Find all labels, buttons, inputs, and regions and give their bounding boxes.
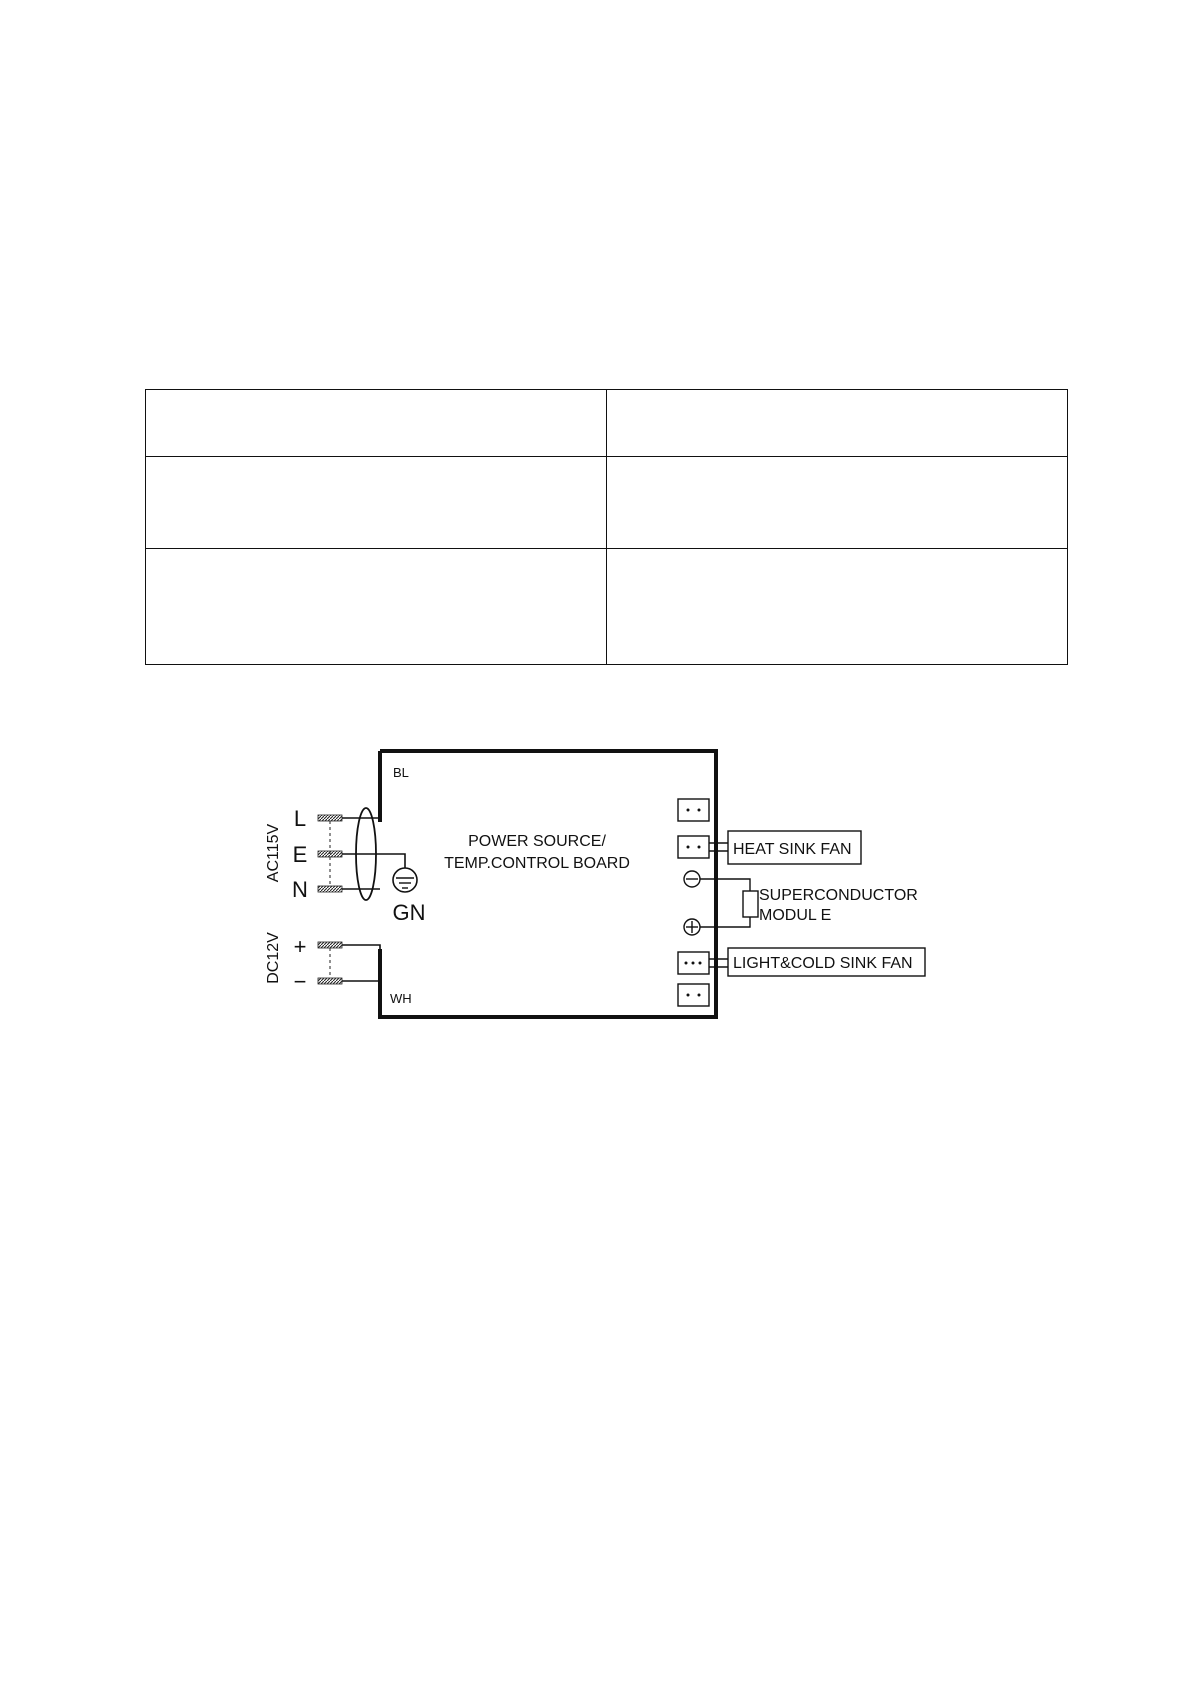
terminal-minus-label: − xyxy=(293,969,307,994)
connector-plus xyxy=(318,942,342,948)
ground-icon xyxy=(393,868,417,892)
wire-top-label: BL xyxy=(393,765,409,780)
superconductor-label-line2: MODUL E xyxy=(759,907,832,924)
connector-heat-sink-fan xyxy=(678,836,709,858)
plus-terminal-icon xyxy=(684,919,700,935)
heat-sink-fan-link xyxy=(709,843,728,851)
dc-supply-label: DC12V xyxy=(265,932,282,984)
wire-bottom-label: WH xyxy=(390,991,412,1006)
control-board-outline xyxy=(380,751,716,1017)
terminal-n-label: N xyxy=(292,877,308,902)
wire-e xyxy=(342,854,405,870)
superconductor-label-line1: SUPERCONDUCTOR xyxy=(759,887,918,904)
minus-terminal-icon xyxy=(684,871,700,887)
superconductor-module-icon xyxy=(743,891,758,917)
connector-n xyxy=(318,886,342,892)
light-cold-fan-link xyxy=(709,959,728,967)
heat-sink-fan-label: HEAT SINK FAN xyxy=(733,841,852,858)
wire-plus xyxy=(342,945,380,949)
connector-top-right xyxy=(678,799,709,821)
board-title-line2: TEMP.CONTROL BOARD xyxy=(444,855,630,872)
light-cold-fan-label: LIGHT&COLD SINK FAN xyxy=(733,955,913,972)
connector-l xyxy=(318,815,342,821)
connector-minus xyxy=(318,978,342,984)
terminal-l-label: L xyxy=(293,806,307,831)
connector-light-cold-fan xyxy=(678,952,709,974)
ac-supply-label: AC115V xyxy=(265,823,282,883)
ground-label: GN xyxy=(392,900,426,925)
terminal-e-label: E xyxy=(292,842,308,867)
connector-bottom-right xyxy=(678,984,709,1006)
board-title-line1: POWER SOURCE/ xyxy=(468,833,606,850)
terminal-plus-label: + xyxy=(293,934,307,959)
